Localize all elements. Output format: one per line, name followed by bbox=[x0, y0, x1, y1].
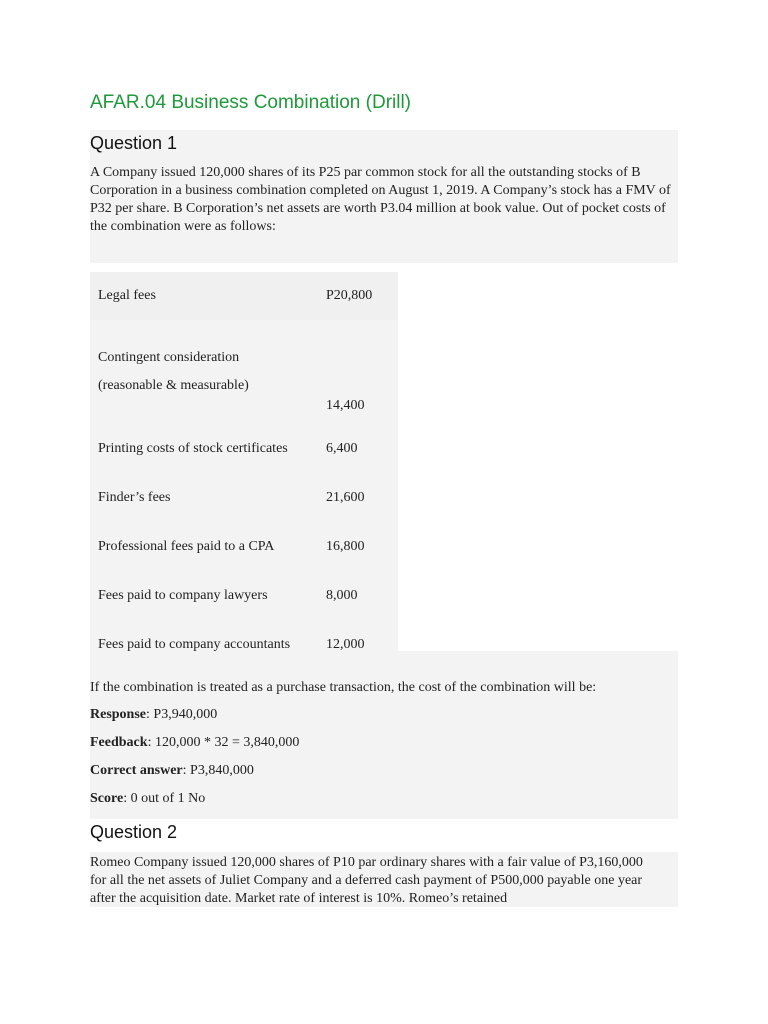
question-2-text: Romeo Company issued 120,000 shares of P10 par ordinary shares with a fair value of P3,160,000 for all the net assets of Juliet Company and a deferred cash payment of P500,000 payable one year after the acquisition date. Market rate of interest is 10%. Romeo’s retained bbox=[90, 855, 643, 906]
fee-label: Printing costs of stock certificates bbox=[98, 440, 288, 456]
costs-table bbox=[90, 272, 398, 669]
question-1-heading: Question 1 bbox=[90, 133, 178, 153]
fee-amount: 6,400 bbox=[326, 440, 358, 456]
response-label: Response bbox=[90, 707, 147, 722]
question-1-text: A Company issued 120,000 shares of its P25 par common stock for all the outstanding stocks of B Corporation in a business combination completed on August 1, 2019. A Company’s stock has a FMV of P32 per share. B Corporation’s net assets are worth P3.04 million at book value. Out of pocket costs of the combination were as follows: bbox=[90, 165, 671, 234]
question-1-result bbox=[90, 651, 678, 819]
fee-amount: 16,800 bbox=[326, 538, 365, 554]
score-label: Score bbox=[90, 791, 124, 806]
question-2-block bbox=[90, 852, 678, 907]
fee-amount: P20,800 bbox=[326, 288, 373, 303]
fee-label: Professional fees paid to a CPA bbox=[98, 538, 275, 554]
fee-label-line: Contingent consideration bbox=[98, 350, 240, 365]
correct-answer-line bbox=[90, 763, 254, 779]
feedback-label: Feedback bbox=[90, 735, 148, 750]
fee-amount: 21,600 bbox=[326, 489, 365, 505]
correct-answer-value: : P3,840,000 bbox=[182, 763, 254, 778]
question-1-block bbox=[90, 130, 678, 263]
score-value: : 0 out of 1 No bbox=[123, 791, 206, 806]
score-line bbox=[90, 791, 205, 807]
correct-answer-label: Correct answer bbox=[90, 763, 183, 778]
table-row bbox=[90, 320, 398, 424]
fee-label-line: (reasonable & measurable) bbox=[98, 378, 249, 393]
feedback-value: : 120,000 * 32 = 3,840,000 bbox=[147, 735, 300, 750]
fee-label bbox=[90, 320, 326, 424]
fee-amount: 8,000 bbox=[326, 587, 358, 603]
question-2-heading: Question 2 bbox=[90, 822, 178, 842]
question-prompt: If the combination is treated as a purchase transaction, the cost of the combination will be: bbox=[90, 680, 597, 695]
document-title: AFAR.04 Business Combination (Drill) bbox=[90, 92, 412, 113]
fee-label: Legal fees bbox=[98, 288, 156, 303]
table-row bbox=[90, 272, 398, 320]
table-row bbox=[90, 571, 398, 620]
fee-label: Fees paid to company lawyers bbox=[98, 587, 268, 603]
fee-amount: 14,400 bbox=[326, 398, 365, 413]
table-row bbox=[90, 522, 398, 571]
feedback-line bbox=[90, 735, 299, 751]
fee-label: Fees paid to company accountants bbox=[98, 636, 291, 652]
table-row bbox=[90, 473, 398, 522]
response-line bbox=[90, 707, 217, 723]
response-value: : P3,940,000 bbox=[146, 707, 218, 722]
table-row bbox=[90, 424, 398, 473]
fee-label: Finder’s fees bbox=[98, 489, 171, 505]
fee-amount: 12,000 bbox=[326, 636, 365, 652]
